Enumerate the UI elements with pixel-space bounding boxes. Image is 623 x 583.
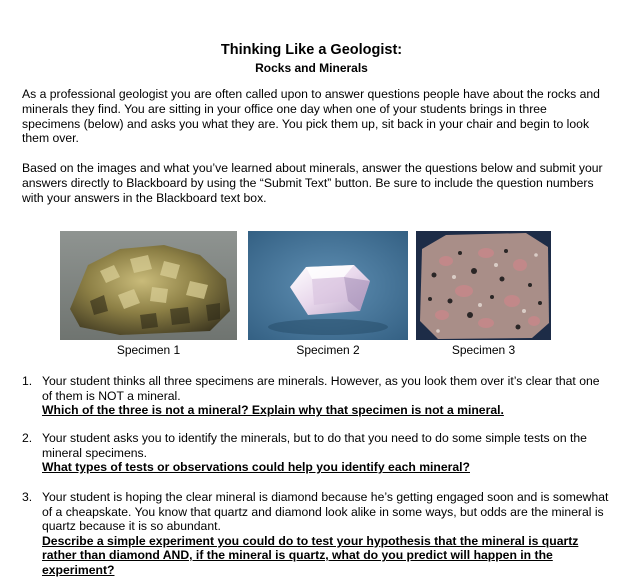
- specimen-3-image: [416, 231, 551, 340]
- question-prompt: Which of the three is not a mineral? Explain why that specimen is not a mineral.: [42, 403, 504, 418]
- specimen-1-image: [60, 231, 237, 340]
- question-text: Your student is hoping the clear mineral is diamond because he’s getting engaged soon and is somewhat of a cheapskate. You know that quartz and diamond look alike in some ways, but odds are the mineral is quartz because it is so abundant.: [42, 490, 609, 534]
- question-prompt: What types of tests or observations could help you identify each mineral?: [42, 460, 470, 475]
- intro-paragraph: As a professional geologist you are often called upon to answer questions people have about the rocks and minerals they find. You are sitting in your office one day when one of your students brings in three specimens (below) and asks you what they are. You pick them up, sit back in your chair and begin to look them over.: [22, 87, 600, 146]
- specimen-3-caption: Specimen 3: [451, 343, 516, 357]
- question-prompt: Describe a simple experiment you could do to test your hypothesis that the mineral is quartz rather than diamond AND, if the mineral is quartz, what do you predict will happen in the experiment?: [42, 533, 579, 577]
- instructions-paragraph: Based on the images and what you’ve learned about minerals, answer the questions below and submit your answers directly to Blackboard by using the “Submit Text” button. Be sure to include the question numbers with your answers in the Blackboard text box.: [22, 161, 603, 205]
- question-number: 2.: [22, 431, 33, 445]
- question-number: 1.: [22, 374, 33, 388]
- question-number: 3.: [22, 490, 33, 504]
- specimen-2-image: [248, 231, 408, 340]
- document-title: Thinking Like a Geologist:: [220, 42, 403, 58]
- question-text: Your student thinks all three specimens are minerals. However, as you look them over it’s clear that one of them is NOT a mineral.: [42, 374, 600, 403]
- document-subtitle: Rocks and Minerals: [255, 61, 368, 75]
- specimen-1-caption: Specimen 1: [116, 343, 181, 357]
- specimen-2-caption: Specimen 2: [296, 343, 360, 357]
- question-text: Your student asks you to identify the minerals, but to do that you need to do some simple tests on the mineral specimens.: [42, 431, 587, 460]
